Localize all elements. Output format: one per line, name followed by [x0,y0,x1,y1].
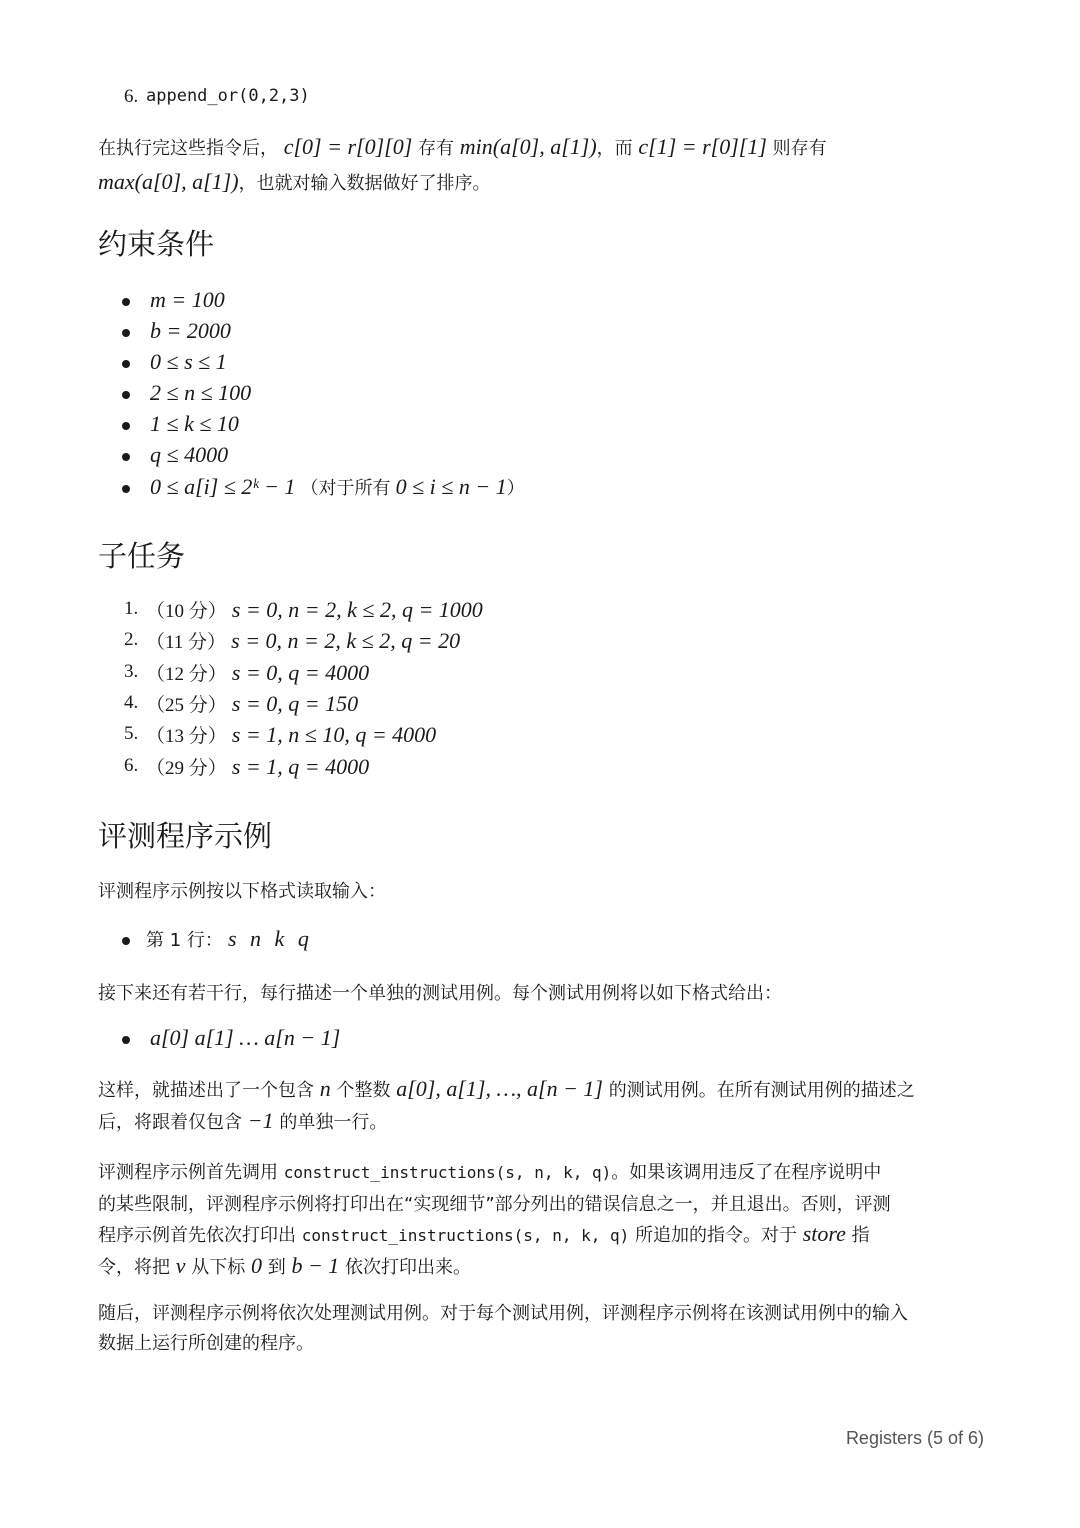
grader-next-lines: 接下来还有若干行，每行描述一个单独的测试用例。每个测试用例将以如下格式给出： [98,983,782,1004]
heading-subtasks: 子任务 [98,539,186,573]
paragraph-after-exec-line2 [98,166,491,200]
text: 这样，就描述出了一个包含 [98,1080,314,1101]
bullet [122,485,130,493]
math: 0 ≤ i ≤ n − 1 [395,474,507,499]
math: v [175,1253,186,1278]
math: a[0], a[1], …, a[n − 1] [396,1076,603,1101]
text: ） [506,478,525,499]
subtask-row [146,753,369,780]
text: ，而 [596,138,633,159]
math: c[1] = r[0][1] [638,134,767,159]
subtask-row [146,721,436,748]
math: s n k q [228,926,313,951]
text: 后，将跟着仅包含 [98,1112,242,1133]
text: 评测程序示例首先调用 [98,1162,278,1183]
grader-para1-line1 [98,1073,915,1107]
bullet [122,360,130,368]
bullet [122,937,130,945]
grader-test-case-format: a[0] a[1] … a[n − 1] [150,1025,341,1050]
text: 从下标 [191,1257,246,1278]
constraint-item: 0 ≤ s ≤ 1 [150,349,227,374]
subtask-row [146,690,358,717]
grader-input-line1 [146,926,313,952]
heading-grader: 评测程序示例 [98,819,273,853]
subtask-condition: s = 0, q = 4000 [231,659,370,685]
code: construct_instructions(s, n, k, q) [301,1226,630,1245]
math: −1 [247,1108,274,1133]
subtask-number: 6. [124,754,139,776]
code: construct_instructions(s, n, k, q) [283,1163,612,1182]
subtask-condition: s = 1, n ≤ 10, q = 4000 [231,722,437,748]
text: 所追加的指令。对于 [634,1225,797,1246]
grader-para2-line3 [98,1218,870,1252]
subtask-row [146,596,483,623]
subtask-score: （12 分） [146,663,227,685]
bullet [122,453,130,461]
grader-para3-line1: 随后，评测程序示例将依次处理测试用例。对于每个测试用例，评测程序示例将在该测试用例中的输入 [98,1303,908,1324]
subtask-number: 3. [124,660,139,682]
subtask-score: （10 分） [146,601,227,622]
bullet [122,1036,130,1044]
grader-para2-line4 [98,1250,471,1284]
subtask-row [146,627,460,654]
math: min(a[0], a[1]) [459,134,597,159]
subtask-score: （25 分） [146,694,227,716]
subtask-condition: s = 0, n = 2, k ≤ 2, q = 20 [231,628,461,654]
bullet [122,422,130,430]
code-append-or: append_or(0,2,3) [146,86,310,106]
subtask-score: （29 分） [146,757,227,779]
text: 指 [851,1225,870,1246]
constraint-item-last [150,474,525,500]
text: 的测试用例。在所有测试用例的描述之 [608,1080,915,1101]
text: 的单独一行。 [279,1112,388,1133]
heading-constraints: 约束条件 [98,227,215,261]
text: 第 1 行： [146,930,223,951]
bullet [122,298,130,306]
bullet [122,329,130,337]
math: b − 1 [291,1253,340,1278]
text: 在执行完这些指令后， [98,138,278,159]
subtask-row [146,659,369,686]
constraint-item: 2 ≤ n ≤ 100 [150,380,252,405]
subtask-number: 5. [124,723,139,745]
paragraph-after-exec-line1 [98,131,827,165]
constraint-item: b = 2000 [150,318,231,343]
subtask-number: 4. [124,691,139,713]
math: 0 [250,1253,262,1278]
subtask-condition: s = 0, q = 150 [231,690,359,716]
grader-para1-line2 [98,1105,387,1139]
math: 0 ≤ a[i] ≤ 2ᵏ − 1 [150,474,296,499]
grader-intro: 评测程序示例按以下格式读取输入： [98,881,386,902]
subtask-condition: s = 0, n = 2, k ≤ 2, q = 1000 [231,597,483,622]
subtask-condition: s = 1, q = 4000 [231,753,370,779]
grader-para3-line2: 数据上运行所创建的程序。 [98,1333,314,1354]
grader-para2-line2: 的某些限制，评测程序示例将打印出在“实现细节”部分列出的错误信息之一，并且退出。否则，评测 [98,1194,891,1215]
text: 。如果该调用违反了在程序说明中 [611,1162,882,1183]
subtask-number: 1. [124,598,139,619]
text: 到 [267,1257,286,1278]
text: ，也就对输入数据做好了排序。 [238,173,491,194]
text: 个整数 [336,1080,391,1101]
text: 程序示例首先依次打印出 [98,1225,296,1246]
math: store [802,1221,846,1246]
text: （对于所有 [300,478,391,499]
subtask-score: （13 分） [146,726,227,748]
bullet [122,391,130,399]
math: n [319,1076,331,1101]
text: 令，将把 [98,1257,170,1278]
text: 存有 [418,138,455,159]
subtask-score: （11 分） [146,632,227,654]
subtask-number: 2. [124,629,139,651]
text: 则存有 [772,138,827,159]
page-footer: Registers (5 of 6) [845,1428,984,1448]
grader-para2-line1 [98,1157,881,1189]
math: c[0] = r[0][0] [283,134,413,159]
list-number: 6. [124,86,139,107]
math: max(a[0], a[1]) [98,169,239,194]
constraint-item: 1 ≤ k ≤ 10 [150,411,239,436]
constraint-item: q ≤ 4000 [150,442,229,467]
constraint-item: m = 100 [150,287,225,312]
text: 依次打印出来。 [345,1257,472,1278]
